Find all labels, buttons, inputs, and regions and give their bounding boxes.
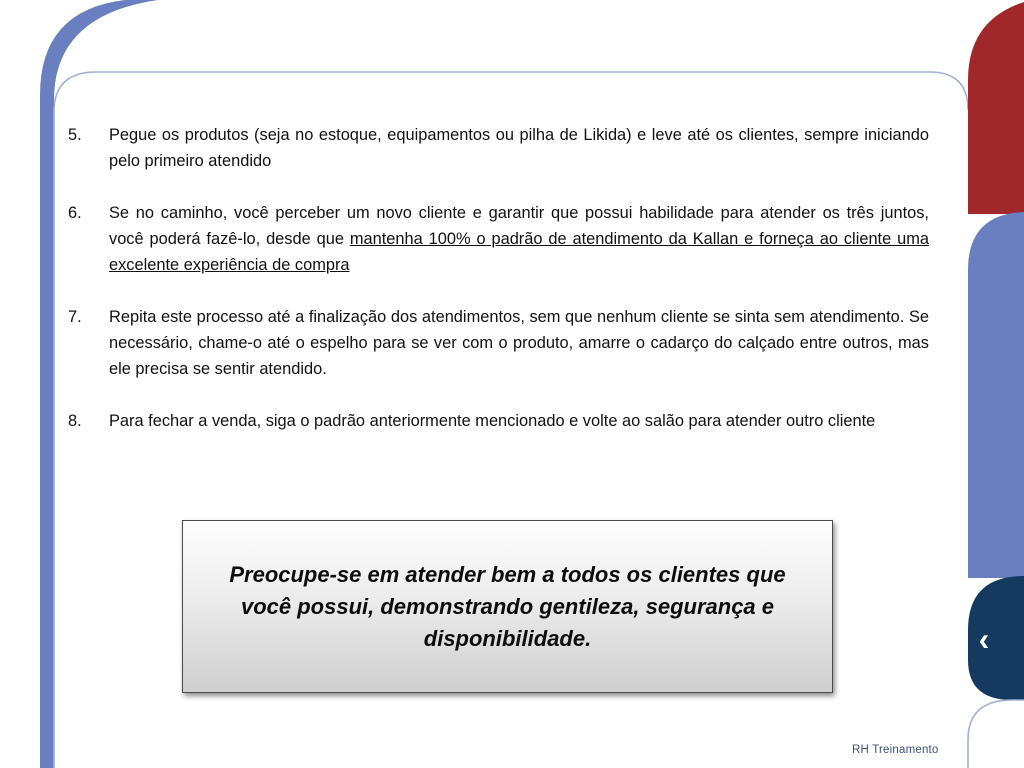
instruction-list: [68, 122, 929, 460]
list-item-text: Se no caminho, você perceber um novo cliente e garantir que possui habilidade para atender os três juntos, você poderá fazê-lo, desde que: [109, 204, 929, 248]
list-item-text: Para fechar a venda, siga o padrão anteriormente mencionado e volte ao salão para atender outro cliente: [109, 412, 876, 430]
list-item: [68, 122, 929, 174]
list-item-text: Pegue os produtos (seja no estoque, equipamentos ou pilha de Likida) e leve até os clientes, sempre iniciando pelo primeiro atendido: [109, 126, 929, 170]
list-item: [68, 304, 929, 382]
list-item-number: 7.: [68, 308, 82, 326]
back-arrow-icon[interactable]: ‹: [978, 621, 990, 657]
right-tab-red: [968, 0, 1024, 215]
footer-brand: RH Treinamento: [852, 744, 939, 756]
right-tab-outline: [968, 700, 1024, 768]
list-item-number: 5.: [68, 126, 82, 144]
list-item-number: 8.: [68, 412, 82, 430]
list-item-text: Repita este processo até a finalização dos atendimentos, sem que nenhum cliente se sinta sem atendimento. Se necessário, chame-o até o espelho para se ver com o produto, amarre o cadarço do calçado entre outros, mas ele precisa se sentir atendido.: [109, 308, 929, 378]
list-item-number: 6.: [68, 204, 82, 222]
right-tab-blue: [968, 212, 1024, 578]
list-item: [68, 408, 929, 434]
quote-text: Preocupe-se em atender bem a todos os clientes que você possui, demonstrando gentileza, segurança e disponibilidade.: [229, 561, 786, 651]
list-item-underlined-text: mantenha 100% o padrão de atendimento da Kallan e forneça ao cliente uma excelente experiência de compra: [109, 230, 930, 274]
highlight-quote-box: [182, 520, 833, 693]
list-item: [68, 200, 929, 278]
